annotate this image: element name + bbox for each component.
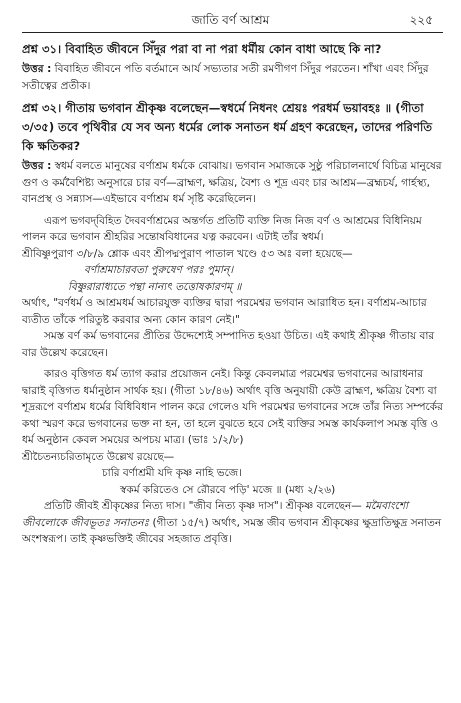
paragraph-text: প্রতিটি জীবই শ্রীকৃষ্ণের নিত্য দাস। "জীব নিত্য কৃষ্ণ দাস"। শ্রীকৃষ্ণ বলেছেন— [44,500,362,512]
verse-line: চারি বর্ণাশ্রমী যদি কৃষ্ণ নাহি ভজে। [102,467,242,479]
answer-31 [22,61,443,94]
paragraph: সমস্ত বর্ণ কর্ম ভগবানের প্রীতির উদ্দেশ্যেই সম্পাদিত হওয়া উচিত। এই কথাই শ্রীকৃষ্ণ গীতায় বার বার উল্লেখ করেছেন। [22,330,435,359]
page-number: ২২৫ [409,13,433,27]
paragraph: অর্থাৎ, "বর্ণধর্ম ও আশ্রমধর্ম আচারযুক্ত ব্যক্তির দ্বারা পরমেশ্বর ভগবান আরাধিত হন। বর্ণাশ্রম-আচার ব্যতীত তাঁকে পরিতুষ্ট করবার অন্য কোন কারণ নেই।" [22,297,427,326]
answer-31-text: বিবাহিত জীবনে পতি বর্তমানে আর্য সভ্যতার সতী রমণীগণ সিঁদুর পরতেন। শাঁখা এবং সিঁদুর সতীত্বের প্রতীক। [22,63,429,92]
verse-line: স্বকর্ম করিতেও সে রৌরবে পড়ি' মজে ॥ (মধ্য ২/২৬) [120,483,336,496]
paragraph: এরূপ ভগবদ্‌বিহিত দৈববর্ণাশ্রমের অন্তর্গত প্রতিটি ব্যক্তি নিজ নিজ বর্ণ ও আশ্রমের বিধিনিয়ম পালন করে ভগবান শ্রীহরির সন্তোষবিধানের যত্ন করবেন। এটাই তাঁর স্বধর্ম। [22,214,422,243]
answer-label: উত্তর : [22,160,52,172]
header-rule [22,32,443,33]
verse-line: বিষ্ণুরারাধ্যতে পন্থা নান্যৎ তত্তোষকারণম্‌ ॥ [68,280,242,293]
answer-32 [22,158,443,208]
verse-line: বর্ণাশ্রমাচারবতা পুরুষেণ পরঃ পুমান্‌। [84,264,234,276]
paragraph: শ্রীচৈতন্যচরিতামৃতে উল্লেখ রয়েছে— [22,450,175,463]
paragraph: শ্রীবিষ্ণুপুরাণ ৩/৮/৯ শ্লোক এবং শ্রীপদ্মপুরাণ পাতাল খণ্ডে ৫৩ অঃ বলা হয়েছে— [22,247,353,260]
answer-32-text: স্বধর্ম বলতে মানুষের বর্ণাশ্রম ধর্মকে বোঝায়। ভগবান সমাজকে সুষ্ঠু পরিচালনার্থে বিচিত্র মানুষের গুণ ও কর্মবৈশিষ্ট্য অনুসারে চার বর্ণ—ব্রাহ্মণ, ক্ষত্রিয়, বৈশ্য ও শূদ্র এবং চার আশ্রম—ব্রহ্মচর্য, গার্হস্থ্য, বানপ্রস্থ ও সন্ন্যাস—এইভাবে বর্ণাশ্রম ধর্ম সৃষ্টি করেছিলেন। [22,160,442,205]
paragraph-text: (গীতা ১৫/৭) অর্থাৎ, সমস্ত জীব ভগবান শ্রীকৃষ্ণের ক্ষুদ্রাতিক্ষুদ্র সনাতন অংশস্বরূপ। তাই কৃষ্ণভক্তিই জীবের সহজাত প্রবৃত্তি। [22,516,442,545]
answer-label: উত্তর : [22,63,52,75]
paragraph [22,498,443,548]
question-32: প্রশ্ন ৩২। গীতায় ভগবান শ্রীকৃষ্ণ বলেছেন—স্বধর্মে নিধনং শ্রেয়ঃ পরধর্ম ভয়াবহঃ ॥ (গীতা ৩/৩৫) তবে পৃথিবীর যে সব অন্য ধর্মের লোক সনাতন ধর্ম গ্রহণ করেছেন, তাদের পরিণতি কি ক্ষতিকর? [22,101,433,153]
paragraph: কারও বৃত্তিগত ধর্ম ত্যাগ করার প্রয়োজন নেই। কিন্তু কেবলমাত্র পরমেশ্বর ভগবানের আরাধনার দ্বারাই বৃত্তিগত ধর্মানুষ্ঠান সার্থক হয়। (গীতা ১৮/৪৬) অর্থাৎ বৃত্তি অনুযায়ী কেউ ব্রাহ্মণ, ক্ষত্রিয় বৈশ্য বা শূদ্ররূপে বর্ণাশ্রম ধর্মের বিধিবিধান পালন করে গেলেও যদি পরমেশ্বর ভগবানের সঙ্গে তাঁর নিত্য সম্পর্কের কথা স্মরণ করে ভগবানের ভক্ত না হন, তা হলে বুঝতে হবে সেই ব্যক্তির সমস্ত কার্যকলাপ সমস্ত বৃত্তি ও ধর্ম অনুষ্ঠান কেবল সময়ের অপচয় মাত্র। (ভাঃ ১/২/৮) [22,368,443,446]
scripture-quote: মমৈবাংশো জীবলোকে জীবভূতঃ সনাতনঃ [22,500,409,529]
question-31: প্রশ্ন ৩১। বিবাহিত জীবনে সিঁদুর পরা বা না পরা ধর্মীয় কোন বাধা আছে কি না? [22,42,382,56]
page-body [22,40,443,548]
running-header-title: জাতি বর্ণ আশ্রম [191,13,270,27]
